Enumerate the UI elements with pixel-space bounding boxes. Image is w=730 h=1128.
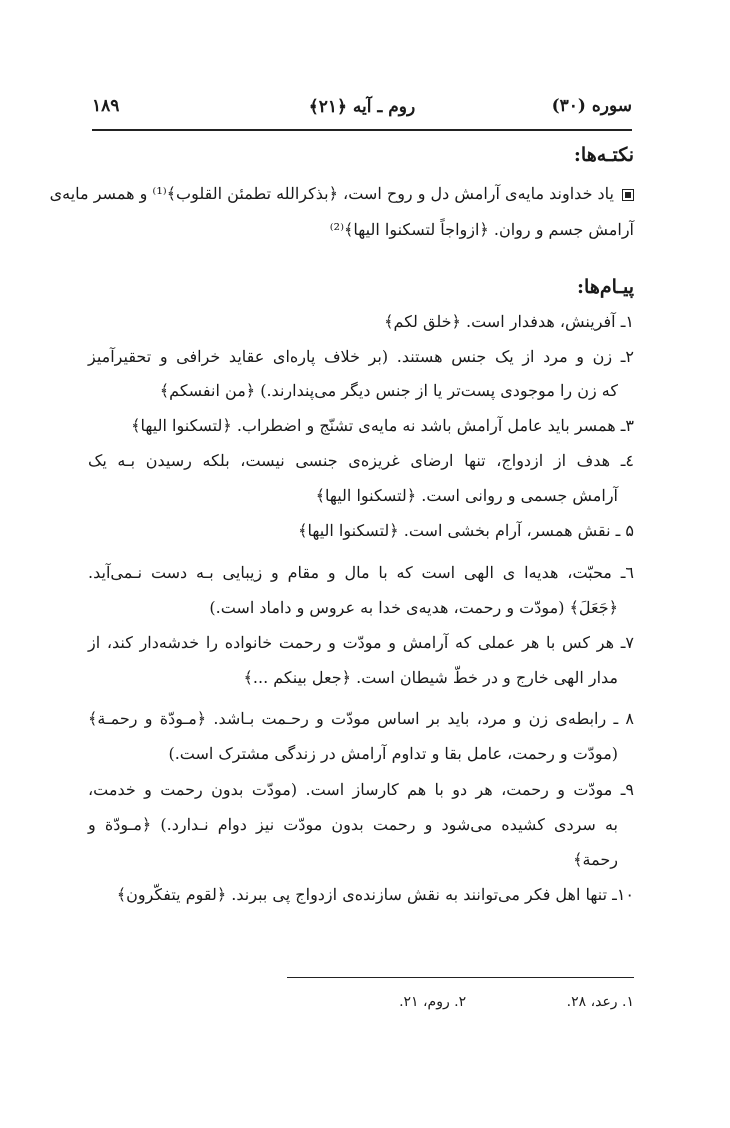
notes-line-2: آرامش جسم و روان. ﴿ازواجاً لتسکنوا الیها﴾⁽²⁾ xyxy=(329,220,634,239)
message-line: ۳ـ همسر باید عامل آرامش باشد نه مایه‌ی تشنّج و اضطراب. ﴿لتسکنوا الیها﴾ xyxy=(131,416,634,435)
message-line: که زن را موجودی پست‌تر یا از جنس دیگر می‌پندارند.) ﴿من انفسکم﴾ xyxy=(159,381,618,400)
footnotes xyxy=(250,994,634,1010)
notes-heading: نکتـه‌ها: xyxy=(573,144,634,166)
ayah-label: روم ـ آیه ﴿۲۱﴾ xyxy=(308,97,416,117)
message-line: ٤ـ هدف از ازدواج، تنها ارضای غریزه‌ی جنسی نیست، بلکه رسیدن بـه یک xyxy=(88,451,634,470)
square-bullet-icon xyxy=(622,189,634,201)
message-line: ۸ ـ رابطه‌ی زن و مرد، باید بر اساس مودّت و رحـمت بـاشد. ﴿مـودّة و رحمـة﴾ xyxy=(88,709,634,728)
message-line: ۱۰ـ تنها اهل فکر می‌توانند به نقش سازنده‌ی ازدواج پی ببرند. ﴿لقوم یتفکّرون﴾ xyxy=(116,885,634,904)
footnote-2: ۲. روم، ۲۱. xyxy=(399,994,467,1010)
message-line: مدار الهی خارج و در خطّ شیطان است. ﴿جعل بینکم ...﴾ xyxy=(243,668,618,687)
message-line: ﴿جَعَلَ﴾ (مودّت و رحمت، هدیه‌ی خدا به عروس و داماد است.) xyxy=(209,598,618,617)
page-number: ۱۸۹ xyxy=(92,96,120,116)
message-line: رحمة﴾ xyxy=(573,850,618,869)
messages-heading: پیـام‌ها: xyxy=(577,276,634,298)
message-line: ۱ـ آفرینش، هدفدار است. ﴿خلق لکم﴾ xyxy=(384,312,634,331)
message-line: (مودّت و رحمت، عامل بقا و تداوم آرامش در زندگی مشترک است.) xyxy=(168,744,618,763)
message-line: به سردی کشیده می‌شود و رحمت بدون مودّت نیز دوام نـدارد.) ﴿مـودّة و xyxy=(88,815,618,834)
page-header xyxy=(92,96,632,132)
notes-line-1: یاد خداوند مایه‌ی آرامش دل و روح است، ﴿بذکرالله تطمئن القلوب﴾⁽¹⁾ و همسر مایه‌ی xyxy=(88,184,634,203)
message-line: ۷ـ هر کس با هر عملی که آرامش و مودّت و رحمت خانواده را خدشه‌دار کند، از xyxy=(88,633,634,652)
message-line: ۹ـ مودّت و رحمت، هر دو با هم کارساز است. (مودّت بدون رحمت و خدمت، xyxy=(88,780,635,799)
footnote-divider xyxy=(287,977,634,978)
message-line: ۵ ـ نقش همسر، آرام بخشی است. ﴿لتسکنوا الیها﴾ xyxy=(298,521,634,540)
header-divider xyxy=(92,129,632,131)
message-line: ٦ـ محبّت، هدیه‌ا ی الهی است که با مال و مقام و زیبایی بـه دست نـمی‌آید. xyxy=(88,563,634,582)
footnote-1: ۱. رعد، ۲۸. xyxy=(566,994,634,1010)
surah-label: سوره (۳۰) xyxy=(551,96,632,116)
message-line: آرامش جسمی و روانی است. ﴿لتسکنوا الیها﴾ xyxy=(315,486,618,505)
message-line: ۲ـ زن و مرد از یک جنس هستند. (بر خلاف پاره‌ای عقاید خرافی و تحقیرآمیز xyxy=(88,347,634,366)
